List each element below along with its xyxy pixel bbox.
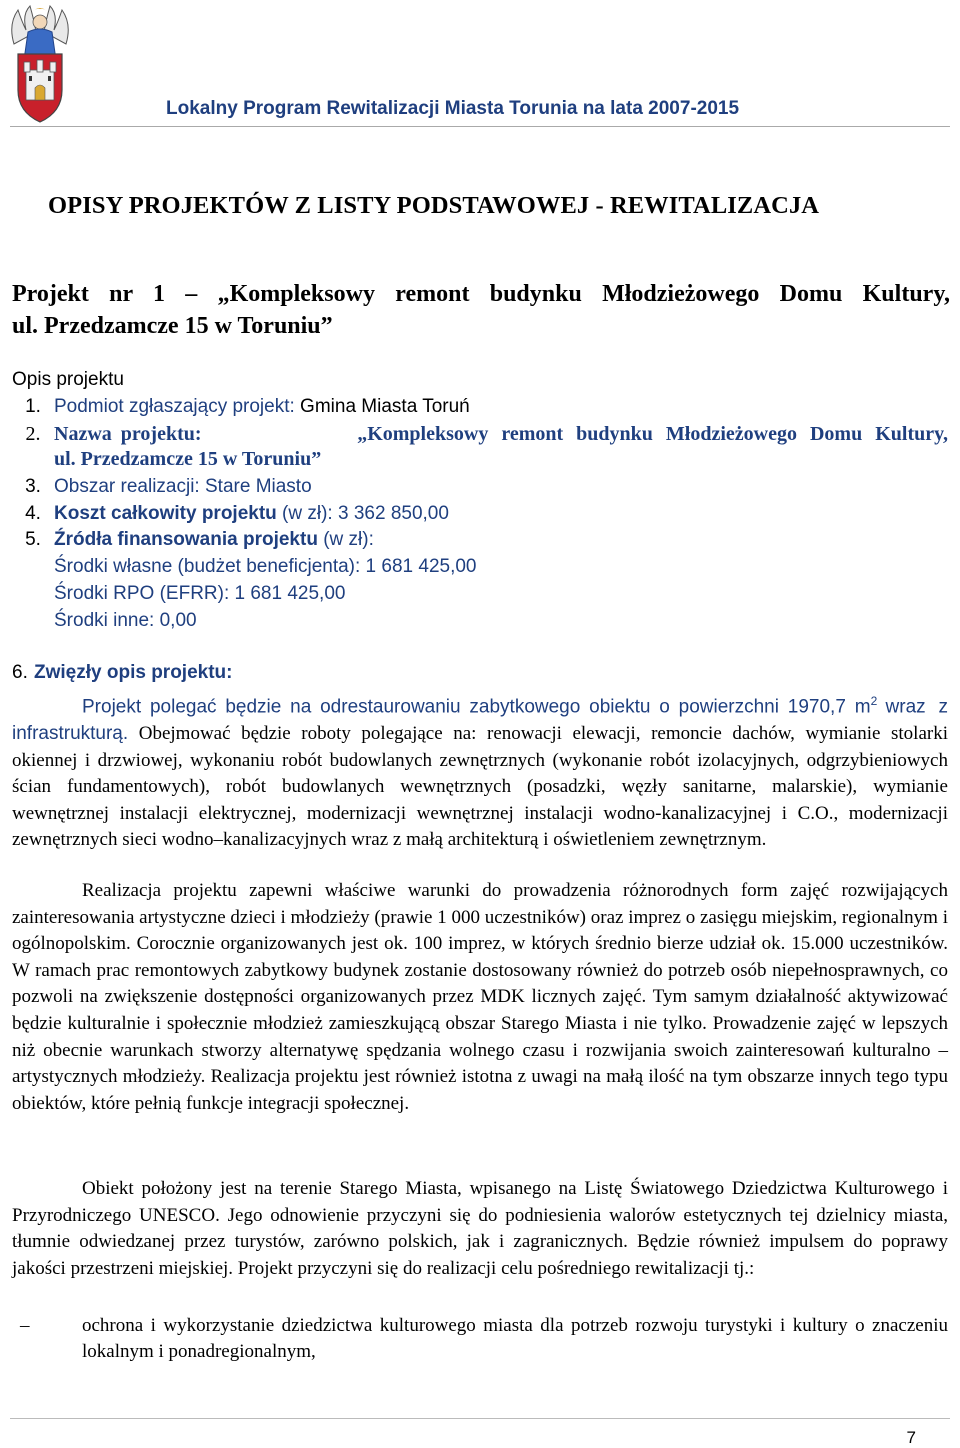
- document-header-title: Lokalny Program Rewitalizacji Miasta Torunia na lata 2007-2015: [166, 98, 740, 119]
- item-5-label: Źródła finansowania projektu: [54, 529, 318, 550]
- item-5-number: 5.: [25, 529, 41, 550]
- item-4-label: Koszt całkowity projektu: [54, 503, 277, 524]
- item-2-value: „Kompleksowy remont budynku Młodzieżowego Domu Kultury,: [357, 423, 948, 445]
- body-paragraph-3: [12, 1176, 948, 1282]
- description-item-5: [12, 529, 374, 551]
- description-item-2: [12, 423, 948, 471]
- item-4-number: 4.: [25, 503, 41, 524]
- description-label: Opis projektu: [12, 369, 124, 390]
- item-2-value-line-2: ul. Przedzamcze 15 w Toruniu”: [54, 448, 322, 470]
- area-unit-superscript: 2: [870, 694, 878, 708]
- item-3-value: Stare Miasto: [199, 476, 312, 497]
- project-title-line-1: Projekt nr 1 – „Kompleksowy remont budynku Młodzieżowego Domu Kultury,: [12, 281, 950, 307]
- bullet-dash: –: [20, 1315, 30, 1336]
- item-1-value: Gmina Miasta Toruń: [294, 396, 470, 417]
- description-item-6: [12, 662, 232, 684]
- item-3-label: Obszar realizacji:: [54, 476, 200, 497]
- description-item-3: [12, 476, 312, 498]
- description-item-1: [12, 396, 470, 418]
- paragraph-1-lead-rest: wraz z infrastrukturą.: [12, 696, 948, 744]
- item-4-value: 3 362 850,00: [332, 503, 449, 524]
- item-6-label: Zwięzły opis projektu:: [34, 662, 233, 683]
- project-title-line-2: ul. Przedzamcze 15 w Toruniu”: [12, 313, 333, 339]
- section-title: OPISY PROJEKTÓW Z LISTY PODSTAWOWEJ - REWITALIZACJA: [48, 192, 820, 219]
- project-title: [12, 278, 950, 342]
- item-2-label: Nazwa projektu:: [54, 423, 202, 445]
- funding-other: Środki inne: 0,00: [54, 610, 197, 631]
- item-3-number: 3.: [25, 476, 41, 497]
- bullet-text: ochrona i wykorzystanie dziedzictwa kulturowego miasta dla potrzeb rozwoju turystyki i kultury o znaczeniu lokalnym i ponadregionalnym,: [82, 1315, 948, 1362]
- page-number: 7: [906, 1428, 916, 1447]
- description-item-4: [12, 503, 449, 525]
- paragraph-1-body: Obejmować będzie roboty polegające na: renowacji elewacji, remoncie dachów, wymianie stolarki okiennej i drzwiowej, wykonaniu robót budowlanych zewnętrznych (wykonanie robót izolacyjnych, odgrzybieniowych ścian fundamentowych), robót budowlanych wewnętrznych (posadzki, węzły sanitarne, malarskie), wymianie wewnętrznej instalacji elektrycznej, modernizacji wewnętrznej instalacji wodno-kanalizacyjnej i C.O., modernizacji zewnętrznych sieci wodno–kanalizacyjnych wraz z małą architekturą i oświetleniem zewnętrznym.: [12, 722, 948, 851]
- header-divider: [10, 126, 950, 127]
- paragraph-1-lead: Projekt polegać będzie na odrestaurowaniu zabytkowego obiektu o powierzchni 1970,7 m: [82, 696, 871, 718]
- bullet-list-item: [12, 1313, 948, 1365]
- item-5-unit: (w zł):: [317, 529, 374, 550]
- item-4-unit: (w zł):: [276, 503, 333, 524]
- item-1-number: 1.: [25, 396, 41, 417]
- item-2-number: 2.: [25, 423, 41, 445]
- body-paragraph-2: [12, 878, 948, 1117]
- funding-rpo-efrr: Środki RPO (EFRR): 1 681 425,00: [54, 583, 346, 604]
- footer-divider: [10, 1418, 950, 1419]
- funding-own-funds: Środki własne (budżet beneficjenta): 1 681 425,00: [54, 556, 477, 577]
- torun-coat-of-arms-icon: [8, 4, 72, 128]
- paragraph-2-text: Realizacja projektu zapewni właściwe warunki do prowadzenia różnorodnych form zajęć rozwijających zainteresowania artystyczne dzieci i młodzieży (prawie 1 000 uczestników) oraz imprez o zasięgu miejskim, regionalnym i ogólnopolskim. Corocznie organizowanych jest ok. 100 imprez, w których średnio bierze udział ok. 15.000 uczestników. W ramach prac remontowych zabytkowy budynek zostanie dostosowany również do potrzeb osób niepełnosprawnych, co pozwoli na zwiększenie dostępności organizowanych przez MDK licznych zajęć. Tym samym działalność aktywizować będzie kulturalnie i społecznie młodzież zamieszkującą obszar Starego Miasta i nie tylko. Prowadzenie zajęć w lepszych niż obecnie warunkach stworzy alternatywę spędzania wolnego czasu i rozwijania swoich zainteresowań kulturalno – artystycznych młodzieży. Realizacja projektu jest również istotna z uwagi na małą ilość na tym obszarze innych tego typu obiektów, które pełnią funkcje integracji społecznej.: [12, 880, 948, 1114]
- item-1-label: Podmiot zgłaszający projekt:: [54, 396, 295, 417]
- body-paragraph-1: [12, 688, 948, 854]
- item-6-number: 6.: [12, 662, 28, 683]
- paragraph-3-text: Obiekt położony jest na terenie Starego Miasta, wpisanego na Listę Światowego Dziedzictwa Kulturowego i Przyrodniczego UNESCO. Jego odnowienie przyczyni się do podniesienia walorów estetycznych tej dzielnicy miasta, tłumnie odwiedzanej przez turystów, zarówno polskich, jak i zagranicznych. Będzie również impulsem do poprawy jakości przestrzeni miejskiej. Projekt przyczyni się do realizacji celu pośredniego rewitalizacji tj.:: [12, 1178, 948, 1279]
